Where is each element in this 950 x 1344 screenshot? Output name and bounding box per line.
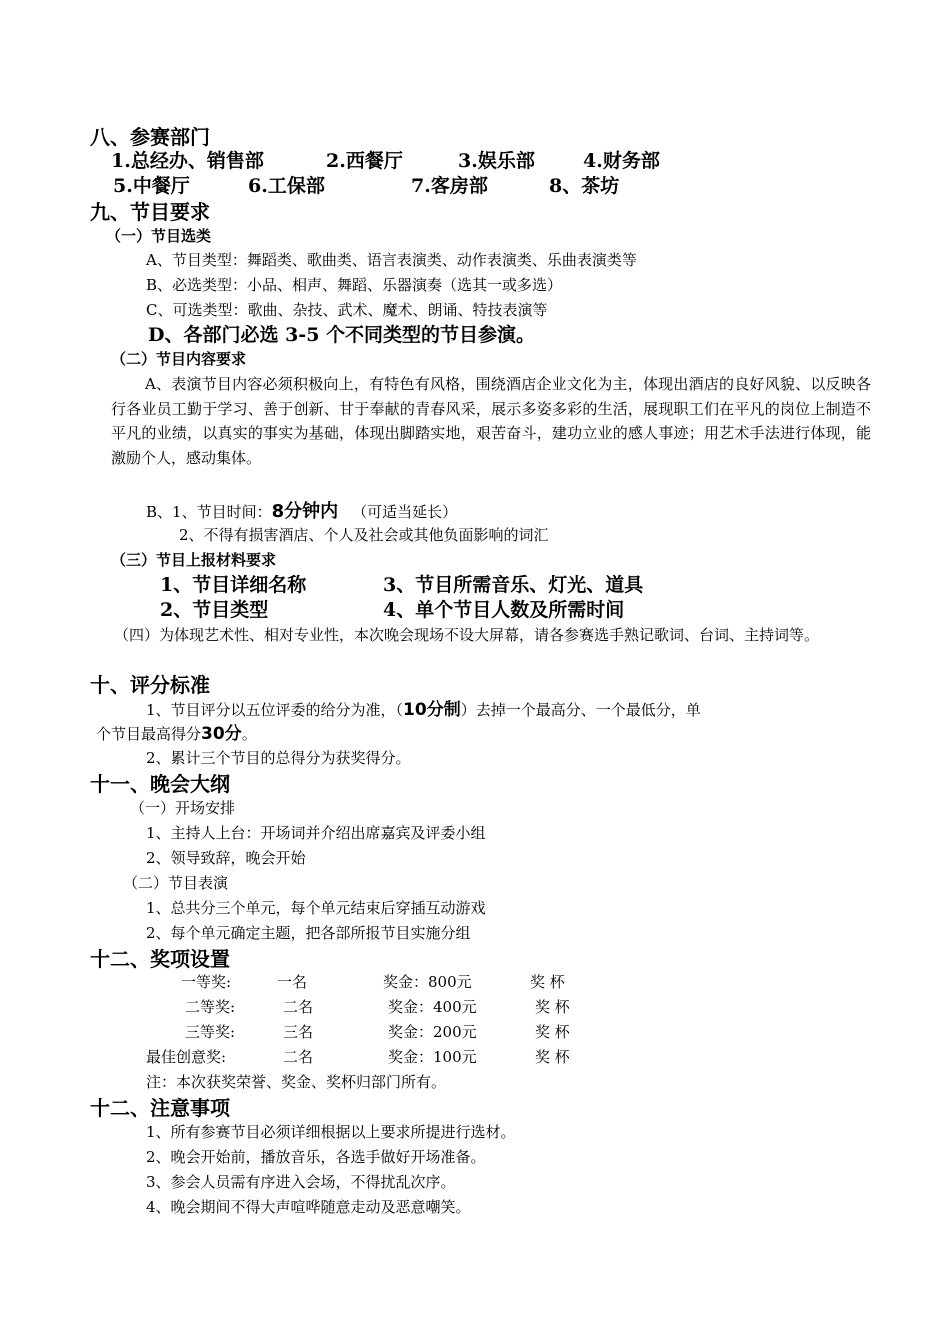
dept-6: 6.工保部: [248, 175, 325, 197]
notice-item: 1、所有参赛节目必须详细根据以上要求所提进行选材。: [146, 1123, 516, 1141]
award-cup: 奖 杯: [535, 998, 570, 1016]
dept-1: 1.总经办、销售部: [111, 150, 264, 172]
sub-3-title: （三）节目上报材料要求: [111, 551, 277, 569]
award-name: 三等奖:: [185, 1023, 236, 1041]
scoring-rule-1-pre: 1、节目评分以五位评委的给分为准，（: [146, 701, 404, 719]
notice-item: 2、晚会开始前，播放音乐，各选手做好开场准备。: [146, 1148, 486, 1166]
sub-1-c: C、可选类型：歌曲、杂技、武术、魔术、朗诵、特技表演等: [146, 301, 548, 319]
section-8-title: 八、参赛部门: [90, 125, 210, 149]
sub-2-b1-label: B、1、节目时间：: [146, 503, 272, 521]
award-name: 一等奖:: [181, 973, 232, 991]
scoring-rule-1-line2: [96, 726, 257, 743]
sub-2-b1-note: （可适当延长）: [352, 503, 458, 521]
sub-1-b: B、必选类型：小品、相声、舞蹈、乐器演奏（选其一或多选）: [146, 276, 563, 294]
sub-1-a: A、节目类型：舞蹈类、歌曲类、语言表演类、动作表演类、乐曲表演类等: [146, 251, 637, 269]
sub-1-title: （一）节目选类: [106, 227, 212, 245]
outline-sub-2: （二）节目表演: [123, 874, 229, 892]
scoring-rule-1-post: ）去掉一个最高分、一个最低分，单: [460, 701, 701, 719]
sub-3-item-4: 4、单个节目人数及所需时间: [383, 599, 625, 621]
award-cup: 奖 杯: [530, 973, 565, 991]
award-prize: 奖金：100元: [388, 1048, 477, 1066]
max-score: 30分: [201, 724, 242, 744]
sub-4-paragraph: （四）为体现艺术性、相对专业性，本次晚会现场不设大屏幕，请各参赛选手熟记歌词、台词、主持词等。: [114, 626, 820, 644]
outline-sub-1: （一）开场安排: [130, 799, 236, 817]
award-cup: 奖 杯: [535, 1048, 570, 1066]
dept-7: 7.客房部: [411, 175, 488, 197]
dept-5: 5.中餐厅: [113, 175, 190, 197]
sub-3-item-3: 3、节目所需音乐、灯光、道具: [383, 574, 644, 596]
outline-sub-2-item-1: 1、总共分三个单元，每个单元结束后穿插互动游戏: [146, 899, 486, 917]
sub-2-b1-time: 8分钟内: [271, 501, 339, 522]
award-count: 二名: [283, 1048, 314, 1066]
scoring-scale: 10分制: [403, 700, 461, 720]
award-prize: 奖金：800元: [383, 973, 472, 991]
scoring-rule-1-line2-post: 。: [241, 725, 257, 743]
dept-3: 3.娱乐部: [458, 150, 535, 172]
outline-sub-1-item-1: 1、主持人上台：开场词并介绍出席嘉宾及评委小组: [146, 824, 486, 842]
section-9-title: 九、节目要求: [90, 200, 210, 224]
sub-2-title: （二）节目内容要求: [111, 350, 247, 368]
notice-item: 3、参会人员需有序进入会场，不得扰乱次序。: [146, 1173, 456, 1191]
sub-1-d: D、各部门必选 3-5 个不同类型的节目参演。: [148, 324, 536, 346]
section-11-title: 十一、晚会大纲: [90, 772, 230, 796]
sub-3-item-1: 1、节目详细名称: [160, 574, 307, 596]
outline-sub-1-item-2: 2、领导致辞，晚会开始: [146, 849, 306, 867]
award-prize: 奖金：200元: [388, 1023, 477, 1041]
dept-4: 4.财务部: [583, 150, 660, 172]
section-10-title: 十、评分标准: [90, 673, 210, 697]
sub-2-a-paragraph: A、表演节目内容必须积极向上，有特色有风格，围绕酒店企业文化为主，体现出酒店的良好风貌、以反映各行各业员工勤于学习、善于创新、甘于奉献的青春风采，展示多姿多彩的生活，展现职工们在平凡的岗位上制造不平凡的业绩，以真实的事实为基础，体现出脚踏实地，艰苦奋斗，建功立业的感人事迹；用艺术手法进行体现，能激励个人，感动集体。: [111, 375, 871, 467]
award-cup: 奖 杯: [535, 1023, 570, 1041]
section-13-title: 十二、注意事项: [90, 1096, 230, 1120]
outline-sub-2-item-2: 2、每个单元确定主题，把各部所报节目实施分组: [146, 924, 471, 942]
scoring-rule-1: [146, 702, 701, 719]
notice-item: 4、晚会期间不得大声喧哗随意走动及恶意嘲笑。: [146, 1198, 471, 1216]
award-count: 三名: [283, 1023, 314, 1041]
sub-3-item-2: 2、节目类型: [160, 599, 269, 621]
dept-8: 8、茶坊: [549, 175, 620, 197]
sub-2-b2: 2、不得有损害酒店、个人及社会或其他负面影响的词汇: [179, 526, 549, 544]
award-prize: 奖金：400元: [388, 998, 477, 1016]
section-12-title: 十二、奖项设置: [90, 947, 230, 971]
award-count: 二名: [283, 998, 314, 1016]
award-name: 最佳创意奖:: [146, 1048, 227, 1066]
award-count: 一名: [277, 973, 308, 991]
scoring-rule-2: 2、累计三个节目的总得分为获奖得分。: [146, 749, 411, 767]
award-name: 二等奖:: [185, 998, 236, 1016]
dept-2: 2.西餐厅: [326, 150, 403, 172]
scoring-rule-1-line2-pre: 个节目最高得分: [96, 725, 202, 743]
award-note: 注：本次获奖荣誉、奖金、奖杯归部门所有。: [146, 1073, 447, 1091]
sub-2-b1: [146, 503, 457, 521]
